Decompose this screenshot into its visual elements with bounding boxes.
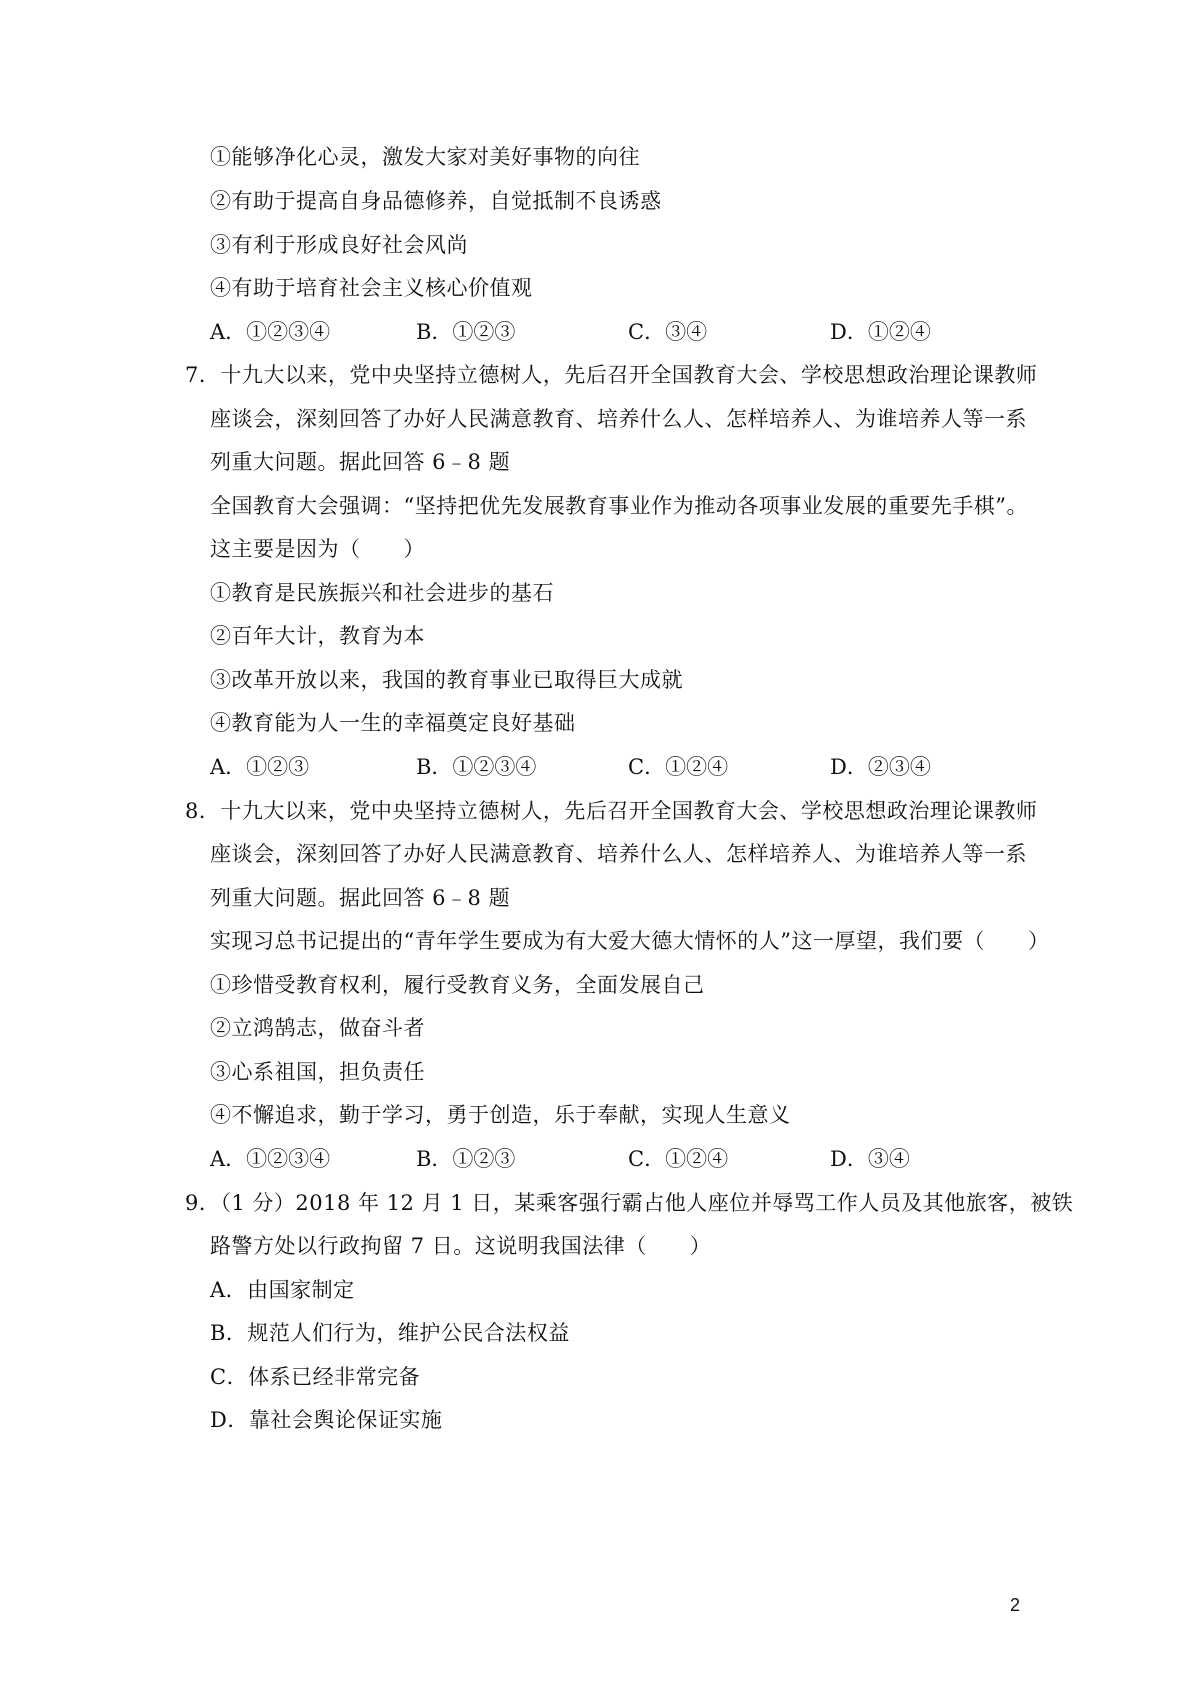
q6-option-c[interactable]: C．③④ [628,320,708,344]
q7-stem-line-2: 座谈会，深刻回答了办好人民满意教育、培养什么人、怎样培养人、为谁培养人等一系 [210,407,1027,431]
q9-option-c[interactable]: C．体系已经非常完备 [210,1365,421,1389]
q7-option-d[interactable]: D．②③④ [830,755,931,779]
q8-stem-line-3: 列重大问题。据此回答 6﹣8 题 [210,886,511,910]
q8-statement-4: ④不懈追求，勤于学习，勇于创造，乐于奉献，实现人生意义 [210,1103,791,1127]
q9-option-a[interactable]: A．由国家制定 [210,1278,355,1302]
q8-option-a[interactable]: A．①②③④ [210,1147,331,1171]
q7-statement-3: ③改革开放以来，我国的教育事业已取得巨大成就 [210,668,683,692]
q7-statement-4: ④教育能为人一生的幸福奠定良好基础 [210,711,576,735]
q7-statement-1: ①教育是民族振兴和社会进步的基石 [210,581,554,605]
q8-option-d[interactable]: D．③④ [830,1147,910,1171]
q8-statement-2: ②立鸿鹄志，做奋斗者 [210,1016,425,1040]
q6-option-d[interactable]: D．①②④ [830,320,931,344]
q9-stem-line-2: 路警方处以行政拘留 7 日。这说明我国法律（ ） [210,1234,712,1258]
q7-stem-line-1: 7．十九大以来，党中央坚持立德树人，先后召开全国教育大会、学校思想政治理论课教师 [185,363,1038,387]
q8-stem-line-4: 实现习总书记提出的“青年学生要成为有大爱大德大情怀的人”这一厚望，我们要（ ） [210,929,1050,953]
q8-option-c[interactable]: C．①②④ [628,1147,729,1171]
q7-option-a[interactable]: A．①②③ [210,755,310,779]
q7-option-b[interactable]: B．①②③④ [416,755,537,779]
q9-option-b[interactable]: B．规范人们行为，维护公民合法权益 [210,1321,570,1345]
q8-stem-line-1: 8．十九大以来，党中央坚持立德树人，先后召开全国教育大会、学校思想政治理论课教师 [185,799,1038,823]
q7-stem-line-4: 全国教育大会强调：“坚持把优先发展教育事业作为推动各项事业发展的重要先手棋”。 [210,494,1028,518]
q6-option-a[interactable]: A．①②③④ [210,320,331,344]
q6-option-b[interactable]: B．①②③ [416,320,516,344]
q7-stem-line-3: 列重大问题。据此回答 6﹣8 题 [210,450,511,474]
q6-statement-4: ④有助于培育社会主义核心价值观 [210,276,533,300]
q8-options [210,1145,1010,1173]
q7-statement-2: ②百年大计，教育为本 [210,624,425,648]
q9-stem-line-1: 9．（1 分）2018 年 12 月 1 日，某乘客强行霸占他人座位并辱骂工作人员及其他旅客，被铁 [185,1191,1074,1215]
q7-option-c[interactable]: C．①②④ [628,755,729,779]
q6-statement-3: ③有利于形成良好社会风尚 [210,233,468,257]
q6-statement-1: ①能够净化心灵，激发大家对美好事物的向往 [210,145,640,169]
q6-options [210,318,1010,346]
q9-option-d[interactable]: D．靠社会舆论保证实施 [210,1408,443,1432]
q8-statement-1: ①珍惜受教育权利，履行受教育义务，全面发展自己 [210,973,705,997]
q6-statement-2: ②有助于提高自身品德修养，自觉抵制不良诱惑 [210,189,662,213]
q8-stem-line-2: 座谈会，深刻回答了办好人民满意教育、培养什么人、怎样培养人、为谁培养人等一系 [210,842,1027,866]
q7-stem-line-5: 这主要是因为（ ） [210,537,425,561]
q8-option-b[interactable]: B．①②③ [416,1147,516,1171]
page-number: 2 [1010,1595,1021,1615]
q8-statement-3: ③心系祖国，担负责任 [210,1060,425,1084]
q7-options [210,753,1010,781]
